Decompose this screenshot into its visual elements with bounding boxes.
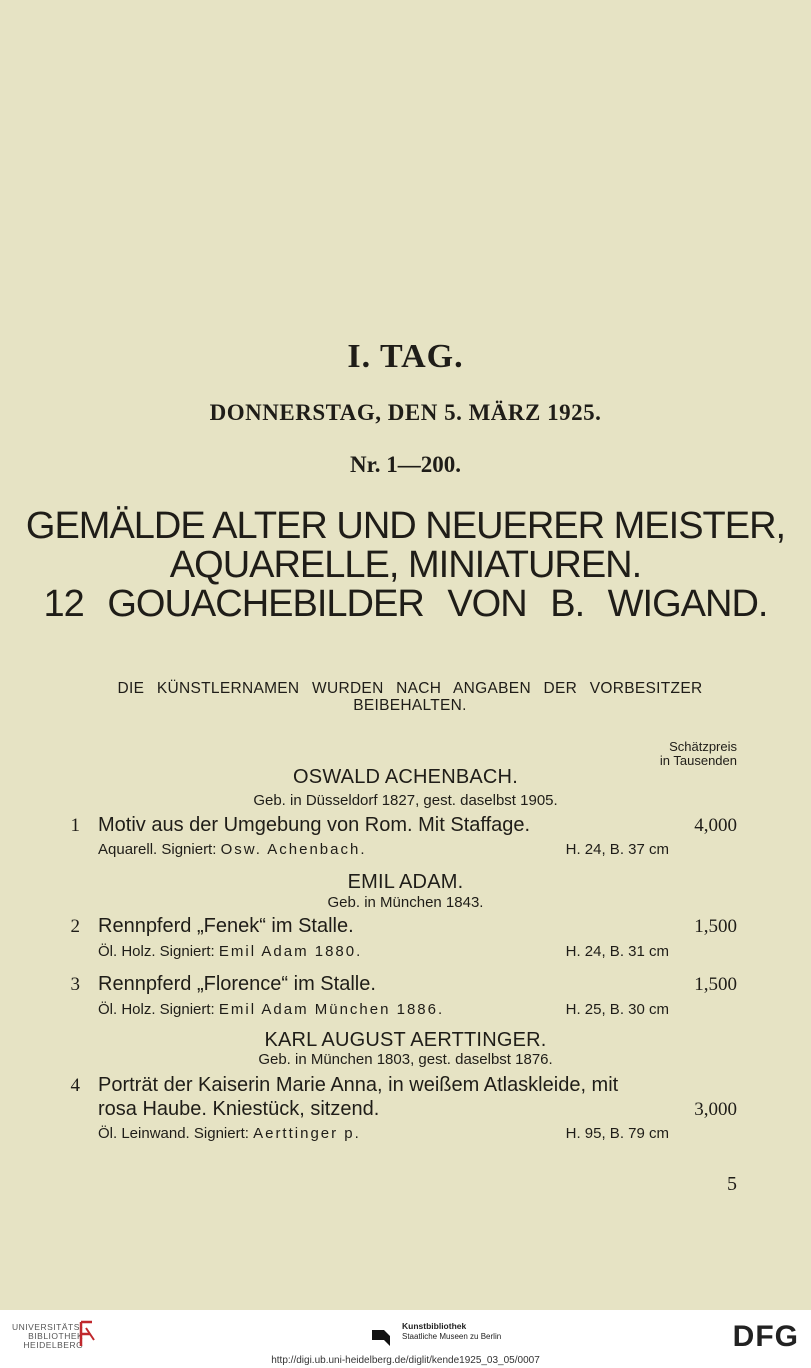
kb-title: Kunstbibliothek [402, 1321, 467, 1331]
lot-range: Nr. 1—200. [350, 452, 461, 477]
lot-detail [98, 943, 362, 960]
lot-estimate: 3,000 [694, 1099, 737, 1120]
lot-title: Rennpferd „Florence“ im Stalle. [98, 973, 376, 995]
artist-name: OSWALD ACHENBACH. [293, 766, 518, 788]
lot-dimensions: H. 24, B. 31 cm [565, 943, 669, 960]
university-library-label [12, 1323, 83, 1350]
artist-bio: Geb. in Düsseldorf 1827, gest. daselbst 1905. [253, 792, 558, 809]
kunstbibliothek-logo-icon [370, 1322, 396, 1348]
lot-dimensions: H. 25, B. 30 cm [565, 1001, 669, 1018]
lot-dimensions: H. 24, B. 37 cm [565, 841, 669, 858]
digitization-footer [0, 1310, 811, 1368]
estimate-label: Schätzpreis [669, 739, 737, 754]
section-title-line-2: AQUARELLE, MINIATUREN. [169, 544, 642, 586]
day-heading: I. TAG. [347, 338, 464, 375]
lot-estimate: 1,500 [694, 974, 737, 995]
university-line-1: UNIVERSITÄTS- [12, 1322, 84, 1332]
note-line-2: BEIBEHALTEN. [353, 697, 467, 714]
lot-signature: Aerttinger p. [253, 1125, 361, 1142]
artist-name: KARL AUGUST AERTTINGER. [264, 1029, 547, 1051]
lot-estimate: 1,500 [694, 916, 737, 937]
dfg-logo: DFG [732, 1320, 799, 1353]
section-title-line-1: GEMÄLDE ALTER UND NEUERER MEISTER, [25, 505, 786, 547]
university-line-3: HEIDELBERG [23, 1340, 84, 1350]
lot-title-line-2: rosa Haube. Kniestück, sitzend. [98, 1098, 380, 1120]
lot-detail [98, 1125, 361, 1142]
estimate-column-header [660, 740, 737, 768]
artist-bio: Geb. in München 1843. [327, 894, 484, 911]
lot-title: Rennpferd „Fenek“ im Stalle. [98, 915, 354, 937]
lot-signature: Emil Adam München 1886. [218, 1001, 445, 1018]
lot-title: Motiv aus der Umgebung von Rom. Mit Staffage. [98, 814, 531, 836]
auction-date: DONNERSTAG, DEN 5. MÄRZ 1925. [209, 400, 602, 425]
lot-dimensions: H. 95, B. 79 cm [565, 1125, 669, 1142]
lot-detail [98, 1001, 444, 1018]
lot-medium: Aquarell. Signiert: [98, 841, 217, 858]
university-line-2: BIBLIOTHEK [28, 1331, 84, 1341]
lot-number: 3 [70, 974, 80, 995]
note-line-1: DIE KÜNSTLERNAMEN WURDEN NACH ANGABEN DER VORBESITZER [117, 680, 703, 697]
artist-name: EMIL ADAM. [347, 871, 464, 893]
source-url[interactable]: http://digi.ub.uni-heidelberg.de/diglit/kende1925_03_05/0007 [271, 1355, 540, 1366]
university-logo-icon [78, 1320, 96, 1348]
lot-number: 2 [70, 916, 80, 937]
lot-signature: Osw. Achenbach. [220, 841, 367, 858]
kunstbibliothek-label [402, 1321, 501, 1342]
lot-medium: Öl. Leinwand. Signiert: [98, 1125, 249, 1142]
lot-medium: Öl. Holz. Signiert: [98, 1001, 215, 1018]
kb-subtitle: Staatliche Museen zu Berlin [402, 1332, 502, 1341]
lot-title-line-1: Porträt der Kaiserin Marie Anna, in weißem Atlaskleide, mit [98, 1074, 619, 1096]
page-number: 5 [727, 1173, 737, 1195]
lot-estimate: 4,000 [694, 815, 737, 836]
estimate-unit: in Tausenden [659, 753, 737, 768]
lot-number: 1 [70, 815, 80, 836]
lot-detail [98, 841, 366, 858]
lot-signature: Emil Adam 1880. [218, 943, 363, 960]
artist-bio: Geb. in München 1803, gest. daselbst 1876. [258, 1051, 553, 1068]
lot-medium: Öl. Holz. Signiert: [98, 943, 215, 960]
section-title-line-3: 12 GOUACHEBILDER VON B. WIGAND. [43, 583, 768, 625]
lot-number: 4 [70, 1075, 80, 1096]
